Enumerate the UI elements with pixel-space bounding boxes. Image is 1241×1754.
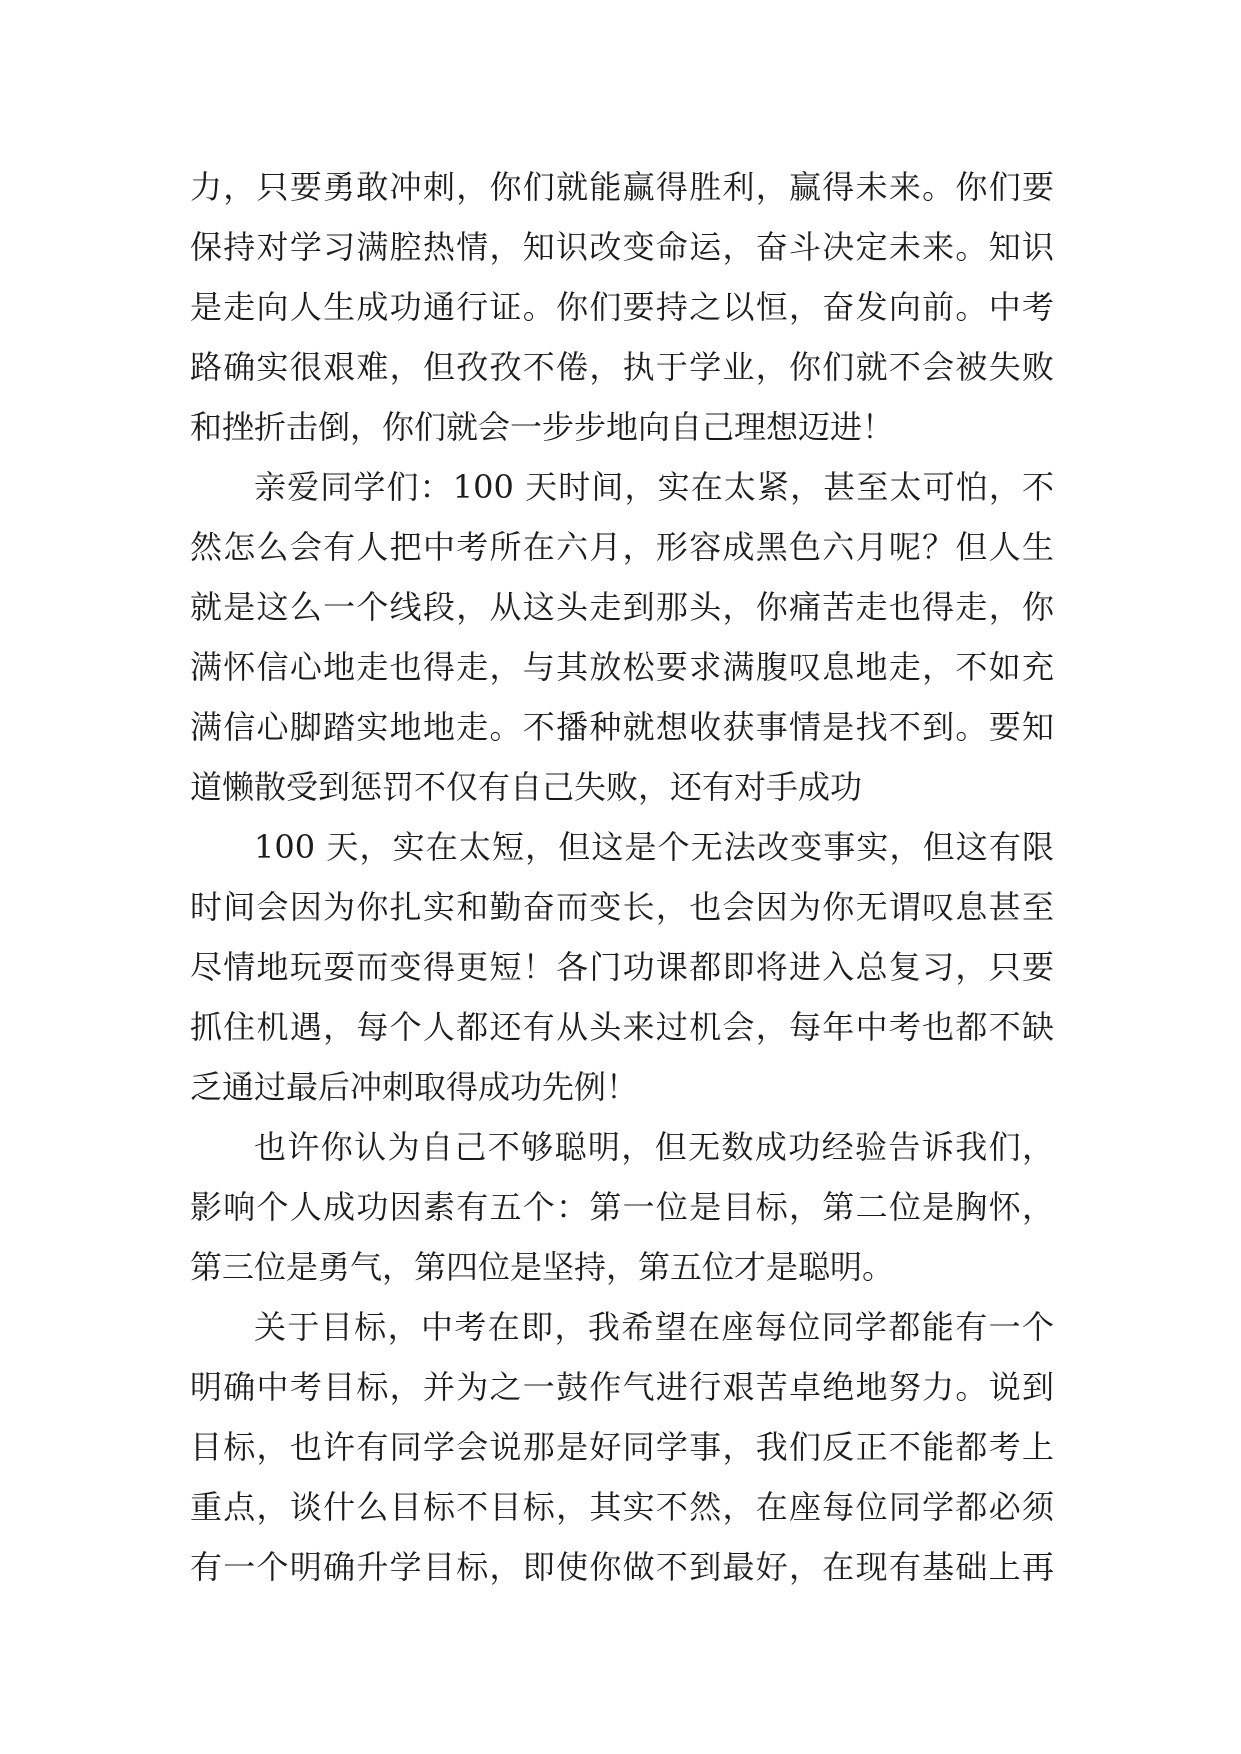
text-line: 100 天，实在太短，但这是个无法改变事实，但这有限: [254, 828, 1054, 866]
text-line: 明确中考目标，并为之一鼓作气进行艰苦卓绝地努力。说到: [190, 1368, 1054, 1406]
body-text: [190, 157, 1054, 1597]
text-line: 然怎么会有人把中考所在六月，形容成黑色六月呢？但人生: [190, 528, 1054, 566]
text-line: 影响个人成功因素有五个：第一位是目标，第二位是胸怀，: [190, 1188, 1054, 1226]
text-line: 也许你认为自己不够聪明，但无数成功经验告诉我们，: [254, 1128, 1054, 1166]
text-line: 是走向人生成功通行证。你们要持之以恒，奋发向前。中考: [190, 288, 1054, 326]
text-line: 抓住机遇，每个人都还有从头来过机会，每年中考也都不缺: [190, 1008, 1054, 1046]
text-line: 重点，谈什么目标不目标，其实不然，在座每位同学都必须: [190, 1488, 1054, 1526]
text-line: 亲爱同学们：100 天时间，实在太紧，甚至太可怕，不: [254, 468, 1054, 506]
text-line: 尽情地玩耍而变得更短！各门功课都即将进入总复习，只要: [190, 948, 1054, 986]
paragraph: [190, 457, 1054, 817]
text-line: 关于目标，中考在即，我希望在座每位同学都能有一个: [254, 1308, 1054, 1346]
paragraph: [190, 157, 1054, 457]
text-line: 保持对学习满腔热情，知识改变命运，奋斗决定未来。知识: [190, 228, 1054, 266]
paragraph: [190, 817, 1054, 1117]
text-line: 满怀信心地走也得走，与其放松要求满腹叹息地走，不如充: [190, 648, 1054, 686]
text-line: 力，只要勇敢冲刺，你们就能赢得胜利，赢得未来。你们要: [190, 168, 1054, 206]
text-line: 时间会因为你扎实和勤奋而变长，也会因为你无谓叹息甚至: [190, 888, 1054, 926]
text-line: 路确实很艰难，但孜孜不倦，执于学业，你们就不会被失败: [190, 348, 1054, 386]
text-line: 目标，也许有同学会说那是好同学事，我们反正不能都考上: [190, 1428, 1054, 1466]
text-line: 道懒散受到惩罚不仅有自己失败，还有对手成功: [190, 768, 863, 806]
text-line: 第三位是勇气，第四位是坚持，第五位才是聪明。: [190, 1248, 895, 1286]
text-line: 就是这么一个线段，从这头走到那头，你痛苦走也得走，你: [190, 588, 1054, 626]
text-line: 满信心脚踏实地地走。不播种就想收获事情是找不到。要知: [190, 708, 1054, 746]
text-line: 乏通过最后冲刺取得成功先例！: [190, 1068, 639, 1106]
text-line: 和挫折击倒，你们就会一步步地向自己理想迈进！: [190, 408, 895, 446]
text-line: 有一个明确升学目标，即使你做不到最好，在现有基础上再: [190, 1548, 1054, 1586]
paragraph: [190, 1117, 1054, 1297]
paragraph: [190, 1297, 1054, 1597]
